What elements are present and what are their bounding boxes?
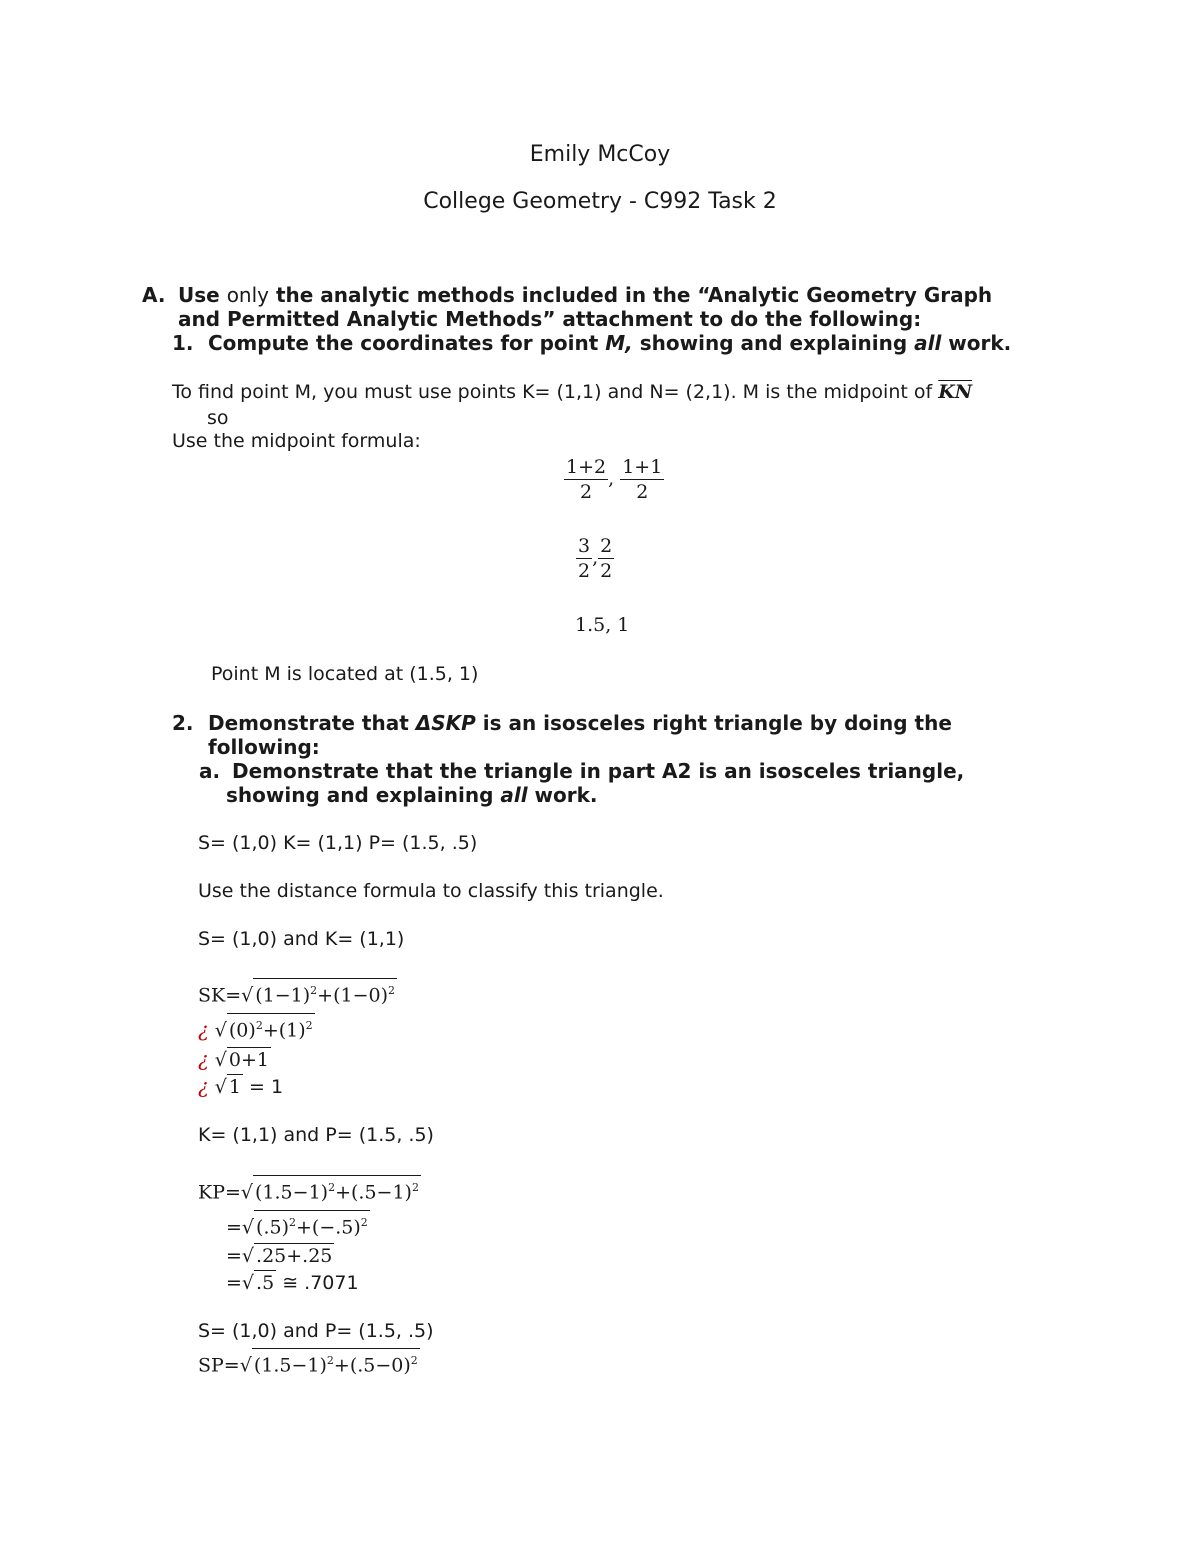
item2a-line2 — [226, 783, 598, 807]
sqrt-icon: √ — [241, 1245, 255, 1267]
section-a-line1-rest: the analytic methods included in the “Analytic Geometry Graph — [275, 283, 993, 307]
sqrt-icon: √ — [239, 1354, 252, 1377]
midpoint-result: 1.5, 1 — [575, 614, 630, 636]
fraction-two-halves — [598, 534, 614, 583]
item2-text-b: is an isosceles right triangle by doing the — [482, 711, 952, 735]
item1-number: 1. — [172, 331, 194, 355]
course-title: College Geometry - C992 Task 2 — [423, 189, 777, 214]
comma: , — [592, 546, 599, 569]
sk-step-2 — [198, 1013, 315, 1042]
point-m-result: Point M is located at (1.5, 1) — [211, 663, 479, 685]
inverted-question-glyph: ¿ — [198, 1017, 209, 1042]
item1-text-b: showing and explaining — [639, 331, 908, 355]
section-label: A. — [142, 283, 166, 307]
section-a-line2: and Permitted Analytic Methods” attachment to do the following: — [178, 307, 922, 331]
item1-point-m: M, — [605, 331, 633, 355]
fraction-x-sum — [564, 455, 608, 504]
sp-pair: S= (1,0) and P= (1.5, .5) — [198, 1320, 434, 1342]
kp-distance — [198, 1175, 421, 1204]
fraction-numerator: 1+2 — [566, 456, 607, 478]
inverted-question-glyph: ¿ — [198, 1047, 209, 1071]
comma: , — [608, 467, 615, 490]
kp-step-4: =√ .5 ≅ .7071 — [226, 1272, 359, 1294]
author-name: Emily McCoy — [529, 142, 671, 167]
distance-formula-text: Use the distance formula to classify this triangle. — [198, 880, 664, 902]
item1-text-c: work. — [948, 331, 1012, 355]
item2a-text-b: work. — [534, 783, 598, 807]
fraction-three-halves — [576, 534, 592, 583]
item2-text-a: Demonstrate that — [208, 711, 409, 735]
item1-all: all — [914, 331, 942, 355]
sqrt-icon: √ — [208, 1019, 227, 1042]
radicand: 0+1 — [228, 1049, 269, 1071]
item2a-line1: Demonstrate that the triangle in part A2 is an isosceles triangle, — [232, 759, 965, 783]
radicand: .25+.25 — [256, 1245, 333, 1267]
sp-label: SP= — [198, 1354, 240, 1377]
item2-number: 2. — [172, 711, 194, 735]
fraction-denominator: 2 — [600, 560, 613, 582]
fraction-denominator: 2 — [580, 481, 593, 503]
sp-distance — [198, 1348, 420, 1377]
inverted-question-glyph: ¿ — [198, 1074, 209, 1098]
item2-prompt — [208, 711, 952, 735]
radicand: .5 — [256, 1272, 275, 1294]
radicand: $(0)^2+(1)^2$ — [227, 1013, 315, 1042]
sk-label: SK= — [198, 984, 242, 1007]
radicand: $(1.5-1)^2+(.5-1)^2$ — [253, 1175, 421, 1204]
fraction-y-sum — [620, 455, 664, 504]
kp-step-3: =√ .25+.25 — [226, 1245, 333, 1267]
segment-kn: $\overline{KN}$ — [938, 381, 973, 403]
find-point-text — [172, 381, 972, 403]
kp-step-2: =√ $(.5)^2+(-.5)^2$ — [226, 1210, 370, 1239]
item2a-all: all — [500, 783, 528, 807]
fraction-denominator: 2 — [636, 481, 649, 503]
item2a-label: a. — [199, 759, 221, 783]
kp-label: KP= — [198, 1181, 241, 1204]
sk-step-4 — [198, 1074, 283, 1099]
sqrt-icon: √ — [240, 1181, 254, 1204]
fraction-numerator: 1+1 — [622, 456, 663, 478]
item1-text-a: Compute the coordinates for point — [208, 331, 599, 355]
fraction-numerator: 3 — [578, 535, 591, 557]
midpoint-formula-text: Use the midpoint formula: — [172, 430, 421, 452]
midpoint-fraction-row-2 — [576, 534, 614, 583]
sqrt-icon: √ — [241, 1272, 255, 1294]
word-only: only — [226, 283, 269, 307]
sqrt-icon: √ — [208, 1076, 227, 1098]
triangle-skp: ΔSKP — [415, 711, 476, 735]
radicand: $(1-1)^2+(1-0)^2$ — [253, 978, 397, 1007]
kp-pair: K= (1,1) and P= (1.5, .5) — [198, 1124, 434, 1146]
radicand: $(.5)^2+(-.5)^2$ — [254, 1210, 370, 1239]
fraction-numerator: 2 — [600, 535, 613, 557]
so-text: so — [207, 407, 229, 429]
midpoint-fraction-row — [564, 455, 664, 504]
triangle-points: S= (1,0) K= (1,1) P= (1.5, .5) — [198, 832, 478, 854]
sk-pair: S= (1,0) and K= (1,1) — [198, 928, 405, 950]
find-text: To find point M, you must use points K= (1,1) and N= (2,1). M is the midpoint of — [172, 381, 933, 403]
kp-result: ≅ .7071 — [276, 1272, 359, 1294]
item2-line2: following: — [208, 735, 320, 759]
section-a-line1 — [178, 283, 992, 307]
sk-result: = 1 — [242, 1076, 284, 1098]
sk-step-3 — [198, 1047, 271, 1072]
item2a-text-a: showing and explaining — [226, 783, 494, 807]
item1-prompt — [208, 331, 1011, 355]
radicand: $(1.5-1)^2+(.5-0)^2$ — [252, 1348, 420, 1377]
sqrt-icon: √ — [241, 1216, 255, 1239]
sqrt-icon: √ — [241, 984, 254, 1007]
word-use: Use — [178, 283, 220, 307]
fraction-denominator: 2 — [578, 560, 591, 582]
sqrt-icon: √ — [208, 1049, 227, 1071]
sk-distance — [198, 978, 397, 1007]
radicand: 1 — [228, 1076, 241, 1098]
